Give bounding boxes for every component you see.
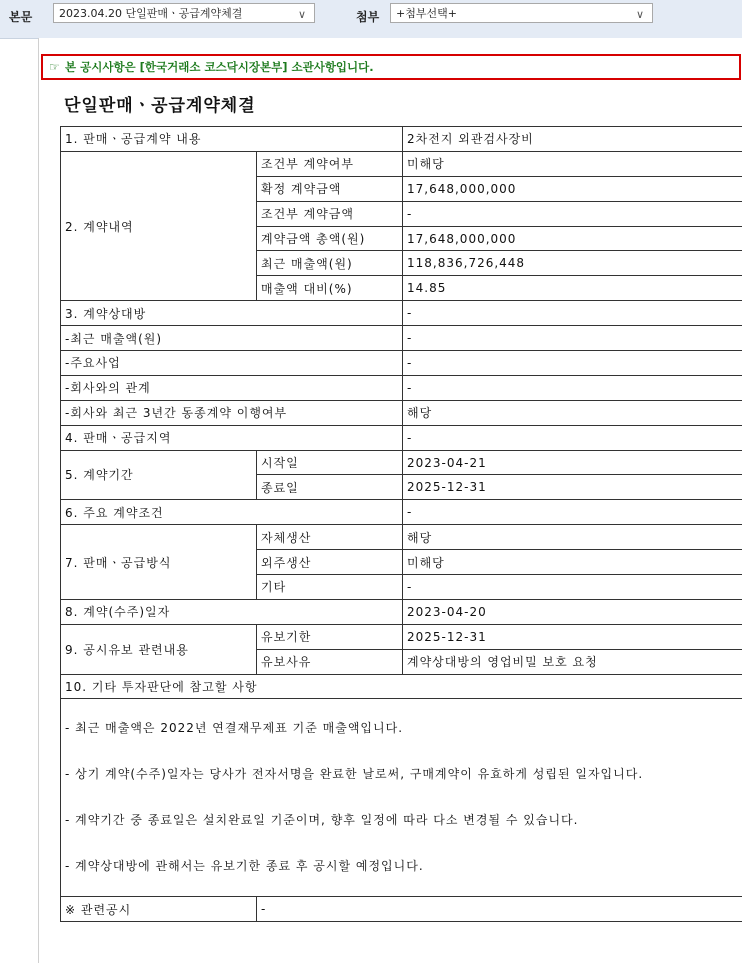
row-label: -주요사업 — [61, 351, 403, 376]
row-value: 17,648,000,000 — [403, 176, 742, 201]
row-value: - — [403, 326, 742, 351]
related-value[interactable]: - — [257, 897, 742, 922]
page-title: 단일판매ㆍ공급계약체결 — [64, 96, 256, 116]
table-row — [61, 674, 742, 699]
row-value: - — [403, 500, 742, 525]
chevron-down-icon[interactable]: ∨ — [297, 8, 306, 21]
attachment-select-value: +첨부선택+ — [396, 7, 457, 20]
row-value: 2025-12-31 — [403, 475, 742, 500]
note-line: - 계약상대방에 관해서는 유보기한 종료 후 공시할 예정입니다. — [65, 859, 424, 874]
row-value: 2023-04-21 — [403, 450, 742, 475]
sub-label: 유보사유 — [257, 649, 403, 674]
table-row — [61, 500, 742, 525]
toolbar — [0, 0, 742, 39]
related-label: ※ 관련공시 — [61, 897, 257, 922]
row-value: - — [403, 201, 742, 226]
row-label: 7. 판매ㆍ공급방식 — [61, 525, 257, 600]
table-row — [61, 525, 742, 550]
row-label: 10. 기타 투자판단에 참고할 사항 — [61, 674, 742, 699]
row-value: 2025-12-31 — [403, 624, 742, 649]
main-document-select-value: 2023.04.20 단일판매ㆍ공급계약체결 — [59, 7, 243, 20]
note-line: - 상기 계약(수주)일자는 당사가 전자서명을 완료한 날로써, 구매계약이 유효하게 성립된 일자입니다. — [65, 767, 644, 782]
table-row — [61, 897, 742, 922]
row-value: 미해당 — [403, 151, 742, 176]
chevron-down-icon[interactable]: ∨ — [635, 8, 644, 21]
row-label: -최근 매출액(원) — [61, 326, 403, 351]
row-value: - — [403, 301, 742, 326]
row-label: -회사와의 관계 — [61, 375, 403, 400]
table-row — [61, 599, 742, 624]
table-row — [61, 326, 742, 351]
row-label: 9. 공시유보 관련내용 — [61, 624, 257, 674]
row-label: 6. 주요 계약조건 — [61, 500, 403, 525]
row-value: - — [403, 375, 742, 400]
sub-label: 계약금액 총액(원) — [257, 226, 403, 251]
sub-label: 자체생산 — [257, 525, 403, 550]
table-row — [61, 624, 742, 649]
sub-label: 시작일 — [257, 450, 403, 475]
row-value: 118,836,726,448 — [403, 251, 742, 276]
table-row — [61, 425, 742, 450]
jurisdiction-notice — [41, 54, 741, 80]
attach-label: 첨부 — [356, 10, 380, 24]
row-value: - — [403, 351, 742, 376]
main-document-select[interactable] — [53, 3, 315, 23]
table-row — [61, 450, 742, 475]
row-label: 2. 계약내역 — [61, 151, 257, 300]
row-label: 3. 계약상대방 — [61, 301, 403, 326]
disclosure-table — [60, 126, 742, 922]
row-value: 17,648,000,000 — [403, 226, 742, 251]
table-row — [61, 375, 742, 400]
row-label: 5. 계약기간 — [61, 450, 257, 500]
document-body — [38, 38, 742, 963]
row-label: 8. 계약(수주)일자 — [61, 599, 403, 624]
sub-label: 최근 매출액(원) — [257, 251, 403, 276]
row-value: 해당 — [403, 400, 742, 425]
row-value: 2023-04-20 — [403, 599, 742, 624]
row-value: 미해당 — [403, 550, 742, 575]
sub-label: 기타 — [257, 575, 403, 600]
table-row — [61, 151, 742, 176]
sub-label: 매출액 대비(%) — [257, 276, 403, 301]
table-row — [61, 351, 742, 376]
note-line: - 최근 매출액은 2022년 연결재무제표 기준 매출액입니다. — [65, 721, 404, 736]
row-label: 4. 판매ㆍ공급지역 — [61, 425, 403, 450]
sub-label: 확정 계약금액 — [257, 176, 403, 201]
row-value: - — [403, 575, 742, 600]
pointing-hand-icon: ☞ — [49, 60, 60, 74]
sub-label: 유보기한 — [257, 624, 403, 649]
sub-label: 외주생산 — [257, 550, 403, 575]
row-value: - — [403, 425, 742, 450]
sub-label: 조건부 계약금액 — [257, 201, 403, 226]
row-value: 14.85 — [403, 276, 742, 301]
note-line: - 계약기간 중 종료일은 설치완료일 기준이며, 향후 일정에 따라 다소 변경될 수 있습니다. — [65, 813, 579, 828]
main-label: 본문 — [9, 10, 33, 24]
row-value: 2차전지 외관검사장비 — [403, 127, 742, 152]
table-row — [61, 699, 742, 897]
notes-cell — [61, 699, 742, 897]
attachment-select[interactable] — [390, 3, 653, 23]
notice-text: 본 공시사항은 [한국거래소 코스닥시장본부] 소관사항입니다. — [65, 60, 374, 74]
row-label: 1. 판매ㆍ공급계약 내용 — [61, 127, 403, 152]
row-value: 계약상대방의 영업비밀 보호 요청 — [403, 649, 742, 674]
row-value: 해당 — [403, 525, 742, 550]
sub-label: 조건부 계약여부 — [257, 151, 403, 176]
table-row — [61, 400, 742, 425]
table-row — [61, 301, 742, 326]
sub-label: 종료일 — [257, 475, 403, 500]
table-row — [61, 127, 742, 152]
row-label: -회사와 최근 3년간 동종계약 이행여부 — [61, 400, 403, 425]
